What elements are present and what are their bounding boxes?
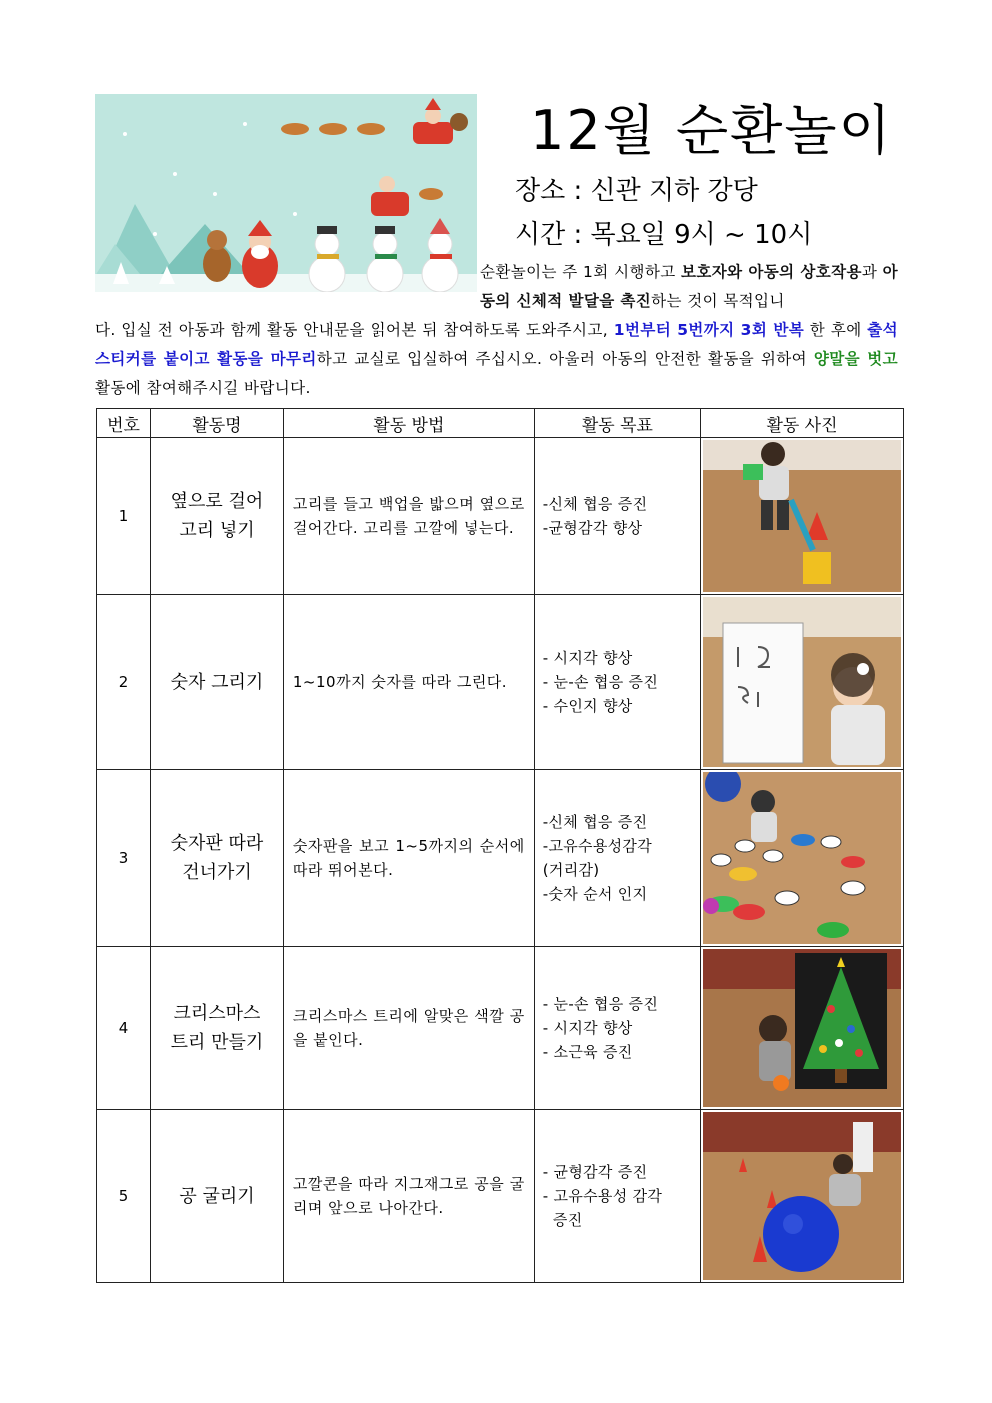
activity-method: 숫자판을 보고 1~5까지의 순서에 따라 뛰어본다.	[283, 770, 534, 947]
activity-photo-cell	[700, 770, 903, 947]
activity-name-line: 공 굴리기	[179, 1185, 255, 1207]
time-info: 시간 : 목요일 9시 ~ 10시	[515, 220, 813, 250]
intro-highlight-development: 아동의 신체적 발달을 촉진	[480, 263, 898, 310]
activity-method: 고리를 들고 백업을 밟으며 옆으로 걸어간다. 고리를 고깔에 넣는다.	[283, 438, 534, 595]
goal-line: - 균형감각 증진	[542, 1163, 648, 1181]
activity-photo	[703, 440, 901, 592]
goal-line: -숫자 순서 인지	[542, 885, 648, 903]
activity-photo-cell	[700, 595, 903, 770]
activity-method: 크리스마스 트리에 알맞은 색깔 공을 붙인다.	[283, 947, 534, 1110]
activity-goal	[534, 947, 700, 1110]
activity-photo	[703, 597, 901, 767]
activity-name	[151, 947, 284, 1110]
activity-photo	[703, 772, 901, 944]
header-number: 번호	[97, 409, 151, 438]
activity-name-line: 숫자판 따라	[170, 833, 264, 854]
goal-line: -신체 협응 증진	[542, 495, 648, 513]
row-number: 3	[97, 770, 151, 947]
photo-walking-rings	[703, 440, 901, 592]
activity-name-line: 고리 넣기	[179, 520, 255, 541]
activity-goal	[534, 1110, 700, 1283]
activity-method: 1~10까지 숫자를 따라 그린다.	[283, 595, 534, 770]
intro-highlight-interaction: 보호자와 아동의 상호작용	[680, 263, 862, 281]
intro-paragraph-top	[480, 258, 898, 316]
row-number: 4	[97, 947, 151, 1110]
intro-text: 과	[861, 263, 883, 281]
intro-highlight-socks: 양말을 벗고	[813, 350, 898, 368]
activity-name	[151, 438, 284, 595]
activity-photo	[703, 1112, 901, 1280]
row-number: 5	[97, 1110, 151, 1283]
table-row	[97, 438, 904, 595]
row-number: 2	[97, 595, 151, 770]
photo-christmas-tree	[703, 949, 901, 1107]
goal-line: - 수인지 향상	[542, 697, 633, 715]
activity-method: 고깔콘을 따라 지그재그로 공을 굴리며 앞으로 나아간다.	[283, 1110, 534, 1283]
intro-text: 하는 것이 목적입니	[651, 292, 785, 310]
activity-table	[96, 408, 904, 1283]
photo-number-boards	[703, 772, 901, 944]
table-header-row	[97, 409, 904, 438]
page-title: 12월 순환놀이	[530, 99, 893, 162]
activity-name-line: 건너가기	[182, 862, 252, 883]
intro-highlight-repeat: 1번부터 5번까지 3회 반복	[613, 321, 805, 339]
goal-line: 증진	[542, 1211, 583, 1229]
goal-line: - 시지각 향상	[542, 1019, 633, 1037]
goal-line: - 시지각 향상	[542, 649, 633, 667]
activity-name-line: 트리 만들기	[170, 1032, 264, 1053]
goal-line: -고유수용성감각	[542, 837, 653, 855]
goal-line: - 고유수용성 감각	[542, 1187, 663, 1205]
activity-goal	[534, 770, 700, 947]
intro-text: 하고 교실로 입실하여 주십시오. 아울러 아동의 안전한 활동을 위하여	[316, 350, 814, 368]
activity-name	[151, 595, 284, 770]
header-activity-name: 활동명	[151, 409, 284, 438]
activity-goal	[534, 438, 700, 595]
activity-photo-cell	[700, 947, 903, 1110]
table-row	[97, 595, 904, 770]
table-row	[97, 947, 904, 1110]
activity-name-line: 숫자 그리기	[170, 671, 264, 693]
intro-text: 다. 입실 전 아동과 함께 활동 안내문을 읽어본 뒤 참여하도록 도와주시고,	[95, 321, 614, 339]
goal-line: - 소근육 증진	[542, 1043, 633, 1061]
activity-photo	[703, 949, 901, 1107]
christmas-banner-image	[95, 94, 477, 292]
activity-goal	[534, 595, 700, 770]
goal-line: (거리감)	[542, 861, 600, 879]
activity-name	[151, 770, 284, 947]
table-row	[97, 770, 904, 947]
intro-paragraph-bottom	[95, 316, 898, 403]
table-row	[97, 1110, 904, 1283]
activity-photo-cell	[700, 438, 903, 595]
goal-line: - 눈-손 협응 증진	[542, 995, 659, 1013]
row-number: 1	[97, 438, 151, 595]
christmas-illustration	[95, 94, 477, 292]
header-method: 활동 방법	[283, 409, 534, 438]
header-goal: 활동 목표	[534, 409, 700, 438]
photo-drawing-numbers	[703, 597, 901, 767]
intro-text: 활동에 참여해주시길 바랍니다.	[95, 379, 311, 397]
activity-photo-cell	[700, 1110, 903, 1283]
activity-name-line: 크리스마스	[173, 1003, 261, 1024]
activity-name	[151, 1110, 284, 1283]
activity-name-line: 옆으로 걸어	[170, 491, 264, 512]
intro-text: 순환놀이는 주 1회 시행하고	[480, 263, 681, 281]
photo-ball-rolling	[703, 1112, 901, 1280]
goal-line: -균형감각 향상	[542, 519, 643, 537]
intro-text: 한 후에	[804, 321, 868, 339]
intro-highlight-sticker: 출석 스티커를 붙이고 활동을 마무리	[95, 321, 898, 368]
goal-line: - 눈-손 협응 증진	[542, 673, 659, 691]
place-info: 장소 : 신관 지하 강당	[515, 176, 758, 206]
header-photo: 활동 사진	[700, 409, 903, 438]
goal-line: -신체 협응 증진	[542, 813, 648, 831]
